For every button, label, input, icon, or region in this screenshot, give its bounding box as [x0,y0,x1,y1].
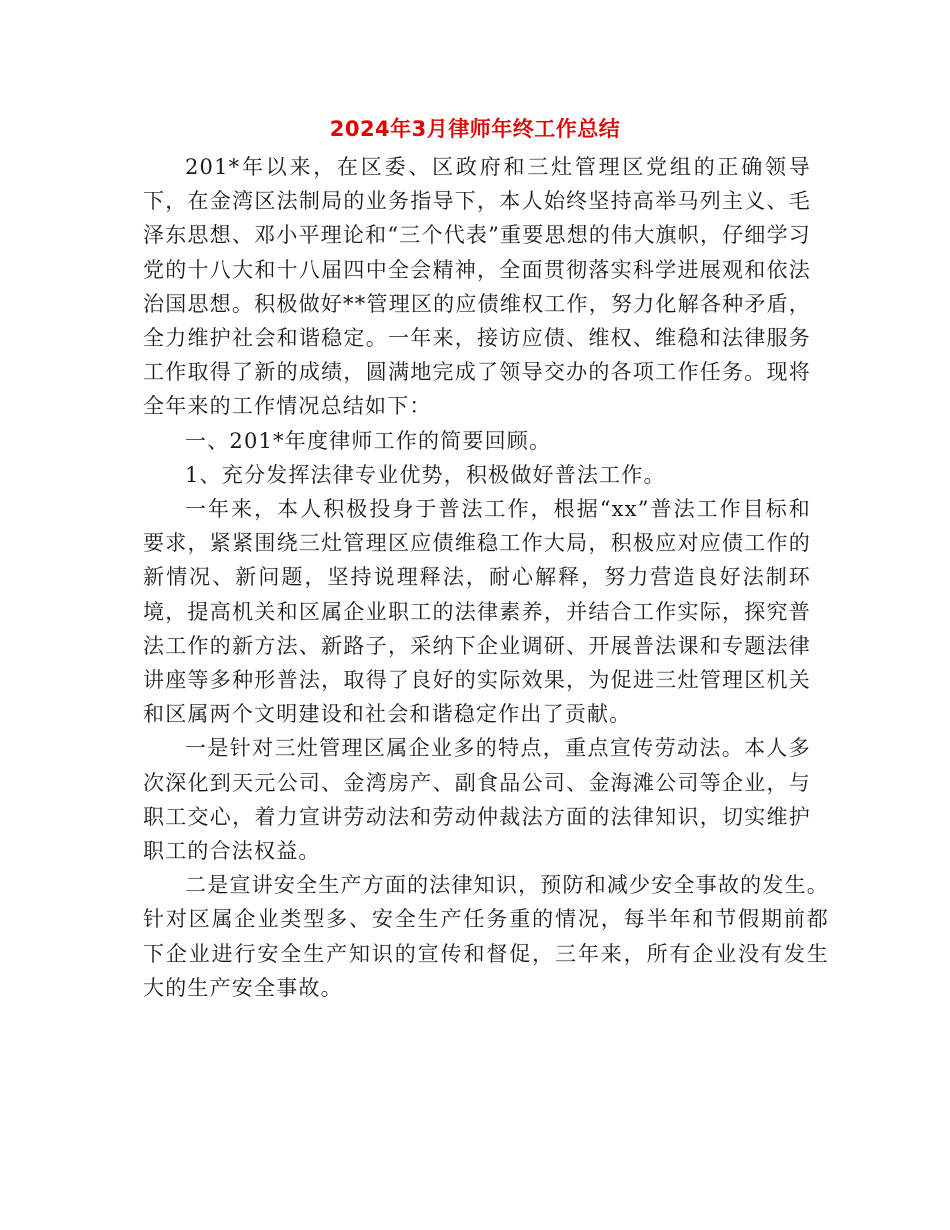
paragraph-subheading: 1、充分发挥法律专业优势，积极做好普法工作。 [185,462,666,487]
paragraph-safety-production: 二是宣讲安全生产方面的法律知识，预防和减少安全事故的发生。针对区属企业类型多、安全生产任务重的情况，每半年和节假期前都下企业进行安全生产知识的宣传和督促，三年来，所有企业没有发生大的生产安全事故。 [143,873,829,1000]
paragraph-legal-education: 一年来，本人积极投身于普法工作，根据“xx”普法工作目标和要求，紧紧围绕三灶管理区应债维稳工作大局，积极应对应债工作的新情况、新问题，坚持说理释法，耐心解释，努力营造良好法制环境，提高机关和区属企业职工的法律素养，并结合工作实际，探究普法工作的新方法、新路子，采纳下企业调研、开展普法课和专题法律讲座等多种形普法，取得了良好的实际效果，为促进三灶管理区机关和区属两个文明建设和社会和谐稳定作出了贡献。 [143,497,811,727]
paragraph-labor-law: 一是针对三灶管理区属企业多的特点，重点宣传劳动法。本人多次深化到天元公司、金湾房产、副食品公司、金海滩公司等企业，与职工交心，着力宣讲劳动法和劳动仲裁法方面的法律知识，切实维护职工的合法权益。 [143,736,811,864]
document-title: 2024年3月律师年终工作总结 [329,117,621,141]
paragraph-intro: 201*年以来，在区委、区政府和三灶管理区党组的正确领导下，在金湾区法制局的业务指导下，本人始终坚持高举马列主义、毛泽东思想、邓小平理论和“三个代表”重要思想的伟大旗帜，仔细学习党的十八大和十八届四中全会精神，全面贯彻落实科学进展观和依法治国思想。积极做好**管理区的应债维权工作，努力化解各种矛盾，全力维护社会和谐稳定。一年来，接访应债、维权、维稳和法律服务工作取得了新的成绩，圆满地完成了领导交办的各项工作任务。现将全年来的工作情况总结如下： [143,155,811,419]
paragraph-section-heading: 一、201*年度律师工作的简要回顾。 [185,428,552,453]
document-body [143,150,829,1005]
